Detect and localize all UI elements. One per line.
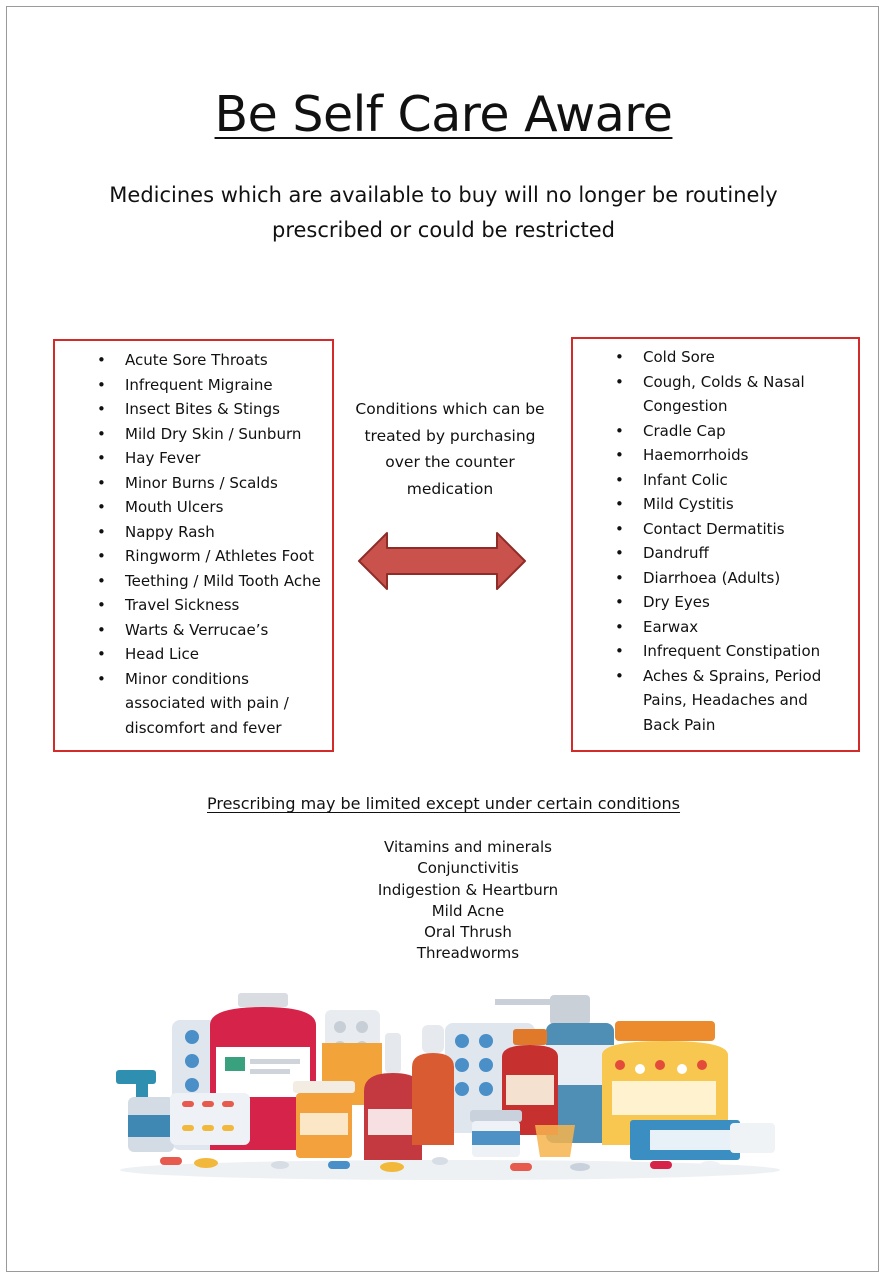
limited-item: Indigestion & Heartburn — [377, 880, 559, 899]
condition-item: • Cradle Cap — [643, 419, 843, 444]
condition-item: • Cold Sore — [643, 345, 843, 370]
condition-item: • Ringworm / Athletes Foot — [125, 544, 325, 569]
condition-item: • Travel Sickness — [125, 593, 325, 618]
condition-item: • Mild Dry Skin / Sunburn — [125, 422, 325, 447]
condition-item: • Haemorrhoids — [643, 443, 843, 468]
medicine-bottles-illustration — [110, 985, 790, 1185]
limited-item: Threadworms — [416, 944, 520, 963]
condition-item: • Minor Burns / Scalds — [125, 471, 325, 496]
condition-item: • Warts & Verrucae’s — [125, 618, 325, 643]
condition-item: • Infrequent Migraine — [125, 373, 325, 398]
condition-item: • Minor conditions associated with pain / discomfort and fever — [125, 667, 325, 741]
condition-item: • Head Lice — [125, 642, 325, 667]
middle-note: Conditions which can be treated by purchasing over the counter medication — [355, 400, 545, 498]
limited-item: Vitamins and minerals — [384, 838, 552, 856]
condition-item: • Nappy Rash — [125, 520, 325, 545]
subtitle: Medicines which are available to buy will no longer be routinely prescribed or could be restricted — [109, 183, 778, 242]
condition-item: • Aches & Sprains, Period Pains, Headaches and Back Pain — [643, 664, 843, 738]
condition-item: • Teething / Mild Tooth Ache — [125, 569, 325, 594]
double-headed-arrow-icon — [356, 530, 528, 592]
condition-item: • Hay Fever — [125, 446, 325, 471]
condition-item: • Insect Bites & Stings — [125, 397, 325, 422]
condition-item: • Mouth Ulcers — [125, 495, 325, 520]
limited-prescribing-heading: Prescribing may be limited except under certain conditions — [206, 794, 681, 813]
condition-item: • Diarrhoea (Adults) — [643, 566, 843, 591]
right-conditions-list — [643, 345, 843, 737]
condition-item: • Earwax — [643, 615, 843, 640]
right-conditions-box — [571, 337, 860, 752]
limited-item: Mild Acne — [431, 901, 505, 920]
left-conditions-list — [125, 348, 325, 740]
condition-item: • Infant Colic — [643, 468, 843, 493]
condition-item: • Infrequent Constipation — [643, 639, 843, 664]
condition-item: • Dry Eyes — [643, 590, 843, 615]
condition-item: • Contact Dermatitis — [643, 517, 843, 542]
condition-item: • Cough, Colds & Nasal Congestion — [643, 370, 843, 419]
condition-item: • Mild Cystitis — [643, 492, 843, 517]
limited-prescribing-list — [0, 837, 887, 965]
condition-item: • Dandruff — [643, 541, 843, 566]
left-conditions-box — [53, 339, 334, 752]
page-title: Be Self Care Aware — [214, 86, 673, 143]
limited-item: Oral Thrush — [424, 923, 512, 942]
condition-item: • Acute Sore Throats — [125, 348, 325, 373]
limited-item: Conjunctivitis — [417, 859, 519, 878]
